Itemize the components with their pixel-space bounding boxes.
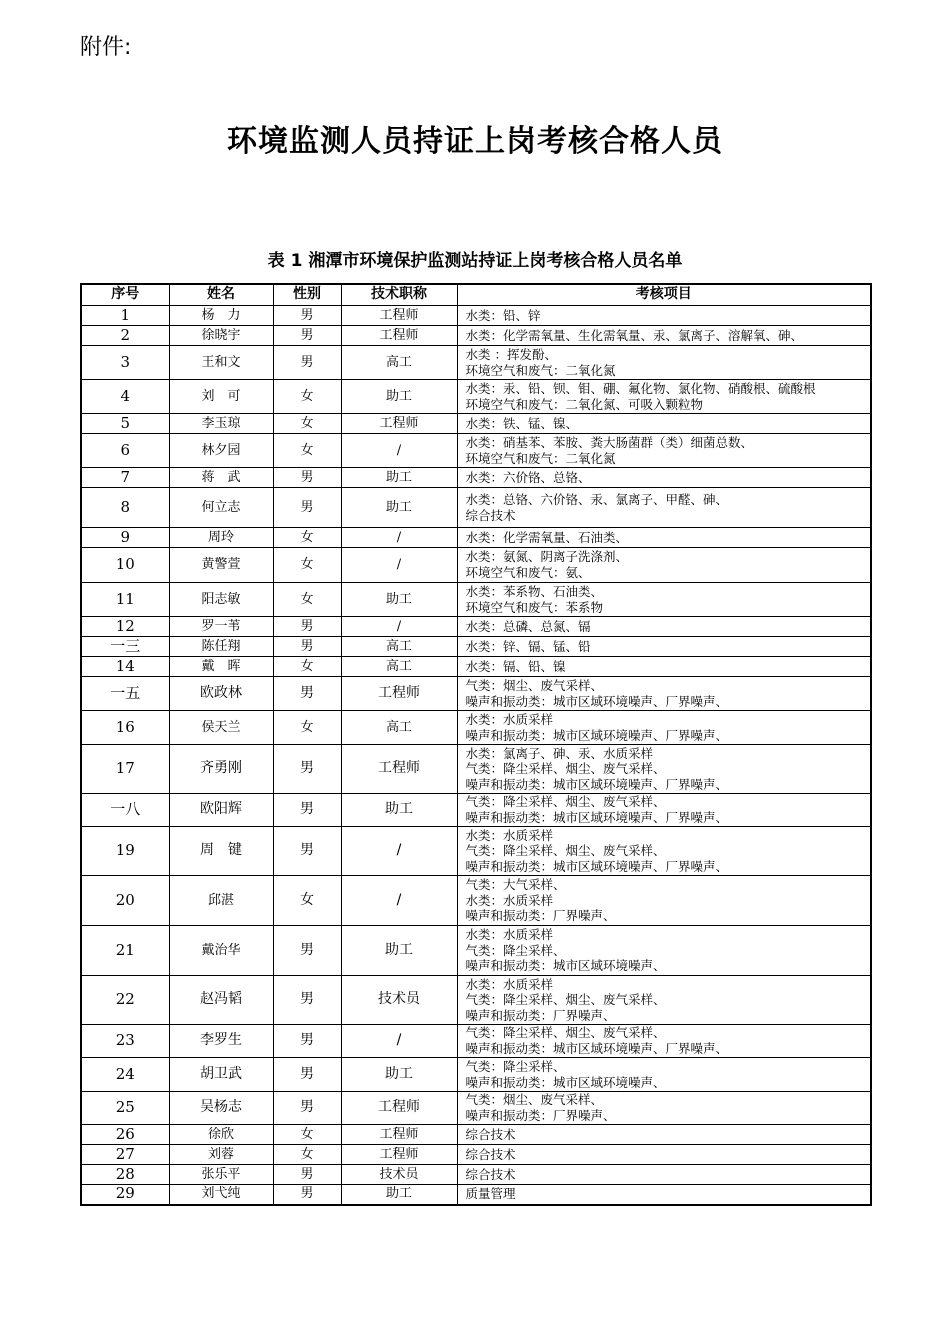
cell-tech-title: 工程师	[341, 326, 457, 346]
cell-serial: 6	[81, 434, 169, 468]
cell-serial: 22	[81, 976, 169, 1025]
cell-name: 李玉琼	[169, 414, 273, 434]
assessment-item-line: 噪声和振动类：厂界噪声、	[465, 1007, 616, 1023]
cell-tech-title: 工程师	[341, 1092, 457, 1125]
cell-gender: 男	[273, 976, 341, 1025]
cell-serial: 1	[81, 306, 169, 326]
cell-serial: 17	[81, 745, 169, 794]
cell-name: 杨 力	[169, 306, 273, 326]
cell-gender: 女	[273, 434, 341, 468]
cell-name: 刘 可	[169, 380, 273, 414]
assessment-item-line: 气类：降尘采样、烟尘、废气采样、	[465, 843, 666, 859]
cell-assessment-items	[457, 414, 871, 434]
cell-tech-title: 助工	[341, 380, 457, 414]
table-header-row	[81, 284, 871, 306]
cell-gender: 男	[273, 1185, 341, 1205]
cell-name: 周玲	[169, 528, 273, 548]
assessment-item-line: 噪声和振动类：城市区域环境噪声、厂界噪声、	[465, 776, 729, 792]
table-row	[81, 926, 871, 976]
table-row	[81, 876, 871, 926]
cell-gender: 女	[273, 876, 341, 926]
cell-tech-title: 工程师	[341, 677, 457, 711]
assessment-item-line: 综合技术	[465, 1166, 516, 1182]
cell-name: 戴治华	[169, 926, 273, 976]
cell-serial: 4	[81, 380, 169, 414]
assessment-item-line: 噪声和振动类：厂界噪声、	[465, 908, 616, 924]
cell-tech-title: 高工	[341, 657, 457, 677]
assessment-item-line: 水类：总铬、六价铬、汞、氯离子、甲醛、砷、	[465, 491, 729, 507]
cell-assessment-items	[457, 1185, 871, 1205]
table-row	[81, 794, 871, 827]
cell-serial: 10	[81, 548, 169, 583]
header-title: 技术职称	[341, 284, 457, 306]
table-row	[81, 637, 871, 657]
assessment-item-line: 水类：水质采样	[465, 711, 554, 727]
cell-serial: 27	[81, 1145, 169, 1165]
cell-name: 黄警萱	[169, 548, 273, 583]
assessment-item-line: 气类：降尘采样、烟尘、废气采样、	[465, 794, 666, 810]
cell-gender: 男	[273, 1025, 341, 1058]
header-gender: 性别	[273, 284, 341, 306]
cell-assessment-items	[457, 1025, 871, 1058]
cell-gender: 男	[273, 306, 341, 326]
cell-serial: 24	[81, 1058, 169, 1092]
assessment-item-line: 气类：烟尘、废气采样、	[465, 1092, 604, 1108]
header-name: 姓名	[169, 284, 273, 306]
cell-serial: 23	[81, 1025, 169, 1058]
cell-tech-title: 助工	[341, 1058, 457, 1092]
assessment-item-line: 噪声和振动类：城市区域环境噪声、	[465, 1074, 666, 1090]
cell-tech-title: 助工	[341, 583, 457, 617]
assessment-item-line: 水类：总磷、总氮、镉	[465, 618, 591, 634]
cell-tech-title: /	[341, 876, 457, 926]
assessment-item-line: 水类：苯系物、石油类、	[465, 583, 604, 599]
cell-name: 蒋 武	[169, 468, 273, 488]
cell-assessment-items	[457, 976, 871, 1025]
cell-name: 王和文	[169, 346, 273, 380]
assessment-item-line: 水类：化学需氧量、石油类、	[465, 529, 629, 545]
cell-tech-title: /	[341, 827, 457, 876]
table-row	[81, 827, 871, 876]
assessment-item-line: 综合技术	[465, 1146, 516, 1162]
cell-assessment-items	[457, 380, 871, 414]
cell-assessment-items	[457, 657, 871, 677]
cell-gender: 女	[273, 380, 341, 414]
cell-tech-title: 工程师	[341, 745, 457, 794]
assessment-item-line: 环境空气和废气：氨、	[465, 565, 591, 580]
cell-serial: 16	[81, 711, 169, 745]
cell-assessment-items	[457, 745, 871, 794]
cell-assessment-items	[457, 326, 871, 346]
assessment-item-line: 环境空气和废气：二氧化氮、可吸入颗粒物	[465, 396, 704, 412]
assessment-item-line: 水类：铅、锌	[465, 307, 541, 323]
cell-gender: 男	[273, 1092, 341, 1125]
cell-gender: 男	[273, 637, 341, 657]
cell-gender: 女	[273, 548, 341, 583]
cell-assessment-items	[457, 637, 871, 657]
table-row	[81, 528, 871, 548]
cell-tech-title: 助工	[341, 488, 457, 528]
table-body	[81, 306, 871, 1205]
cell-tech-title: /	[341, 434, 457, 468]
cell-assessment-items	[457, 1125, 871, 1145]
cell-name: 陈任翔	[169, 637, 273, 657]
table-row	[81, 488, 871, 528]
assessment-item-line: 质量管理	[465, 1186, 516, 1202]
cell-gender: 男	[273, 617, 341, 637]
assessment-item-line: 噪声和振动类：城市区域环境噪声、厂界噪声、	[465, 858, 729, 874]
cell-serial: 3	[81, 346, 169, 380]
cell-gender: 男	[273, 677, 341, 711]
table-row	[81, 380, 871, 414]
assessment-item-line: 气类：降尘采样、	[465, 942, 566, 958]
table-row	[81, 434, 871, 468]
table-row	[81, 657, 871, 677]
cell-tech-title: 助工	[341, 468, 457, 488]
cell-name: 胡卫武	[169, 1058, 273, 1092]
cell-name: 齐勇刚	[169, 745, 273, 794]
cell-name: 张乐平	[169, 1165, 273, 1185]
cell-assessment-items	[457, 926, 871, 976]
cell-assessment-items	[457, 1092, 871, 1125]
assessment-item-line: 水类：汞、铅、钡、钼、硼、氟化物、氯化物、硝酸根、硫酸根	[465, 380, 816, 396]
cell-assessment-items	[457, 876, 871, 926]
cell-gender: 女	[273, 414, 341, 434]
cell-tech-title: 高工	[341, 711, 457, 745]
cell-serial: 5	[81, 414, 169, 434]
cell-name: 邱湛	[169, 876, 273, 926]
cell-serial: 9	[81, 528, 169, 548]
assessment-item-line: 水类：锌、镉、锰、铅	[465, 638, 591, 654]
cell-tech-title: 高工	[341, 346, 457, 380]
cell-tech-title: 助工	[341, 794, 457, 827]
table-row	[81, 1125, 871, 1145]
assessment-item-line: 水类：氨氮、阴离子洗涤剂、	[465, 549, 629, 565]
cell-assessment-items	[457, 677, 871, 711]
cell-name: 何立志	[169, 488, 273, 528]
table-row	[81, 745, 871, 794]
cell-assessment-items	[457, 794, 871, 827]
cell-name: 赵冯韬	[169, 976, 273, 1025]
cell-assessment-items	[457, 827, 871, 876]
cell-tech-title: /	[341, 1025, 457, 1058]
cell-name: 李罗生	[169, 1025, 273, 1058]
table-row	[81, 1058, 871, 1092]
cell-name: 刘蓉	[169, 1145, 273, 1165]
cell-serial: 20	[81, 876, 169, 926]
cell-gender: 女	[273, 528, 341, 548]
cell-name: 戴 晖	[169, 657, 273, 677]
cell-tech-title: 技术员	[341, 1165, 457, 1185]
cell-serial: 14	[81, 657, 169, 677]
cell-assessment-items	[457, 488, 871, 528]
cell-assessment-items	[457, 346, 871, 380]
cell-assessment-items	[457, 1145, 871, 1165]
cell-tech-title: 技术员	[341, 976, 457, 1025]
cell-name: 周 键	[169, 827, 273, 876]
cell-gender: 男	[273, 794, 341, 827]
cell-tech-title: 工程师	[341, 414, 457, 434]
cell-assessment-items	[457, 468, 871, 488]
cell-assessment-items	[457, 1058, 871, 1092]
cell-serial: 28	[81, 1165, 169, 1185]
table-row	[81, 306, 871, 326]
cell-gender: 男	[273, 745, 341, 794]
cell-name: 徐晓宇	[169, 326, 273, 346]
cell-name: 阳志敏	[169, 583, 273, 617]
assessment-item-line: 噪声和振动类：厂界噪声、	[465, 1108, 616, 1123]
table-row	[81, 583, 871, 617]
cell-tech-title: /	[341, 617, 457, 637]
table-row	[81, 1145, 871, 1165]
cell-gender: 男	[273, 1058, 341, 1092]
table-row	[81, 976, 871, 1025]
table-row	[81, 1185, 871, 1205]
assessment-item-line: 环境空气和废气：苯系物	[465, 599, 604, 615]
page-title: 环境监测人员持证上岗考核合格人员	[227, 124, 723, 159]
cell-tech-title: 助工	[341, 1185, 457, 1205]
cell-serial: 19	[81, 827, 169, 876]
table-row	[81, 617, 871, 637]
cell-name: 侯天兰	[169, 711, 273, 745]
cell-gender: 男	[273, 488, 341, 528]
table-row	[81, 1025, 871, 1058]
assessment-item-line: 气类：大气采样、	[465, 877, 566, 893]
cell-gender: 女	[273, 711, 341, 745]
cell-tech-title: 助工	[341, 926, 457, 976]
cell-name: 刘弋纯	[169, 1185, 273, 1205]
table-row	[81, 468, 871, 488]
cell-name: 欧政林	[169, 677, 273, 711]
assessment-item-line: 水类：水质采样	[465, 827, 554, 843]
cell-serial: 一五	[81, 677, 169, 711]
cell-serial: 25	[81, 1092, 169, 1125]
cell-name: 罗一苇	[169, 617, 273, 637]
header-items: 考核项目	[457, 284, 871, 306]
cell-assessment-items	[457, 528, 871, 548]
cell-gender: 女	[273, 1145, 341, 1165]
assessment-item-line: 噪声和振动类：城市区域环境噪声、厂界噪声、	[465, 1041, 729, 1056]
table-row	[81, 1165, 871, 1185]
assessment-item-line: 水类：氯离子、砷、汞、水质采样	[465, 745, 654, 761]
table-row	[81, 677, 871, 711]
cell-serial: 11	[81, 583, 169, 617]
cell-tech-title: 高工	[341, 637, 457, 657]
cell-serial: 12	[81, 617, 169, 637]
cell-tech-title: 工程师	[341, 306, 457, 326]
header-serial: 序号	[81, 284, 169, 306]
assessment-item-line: 环境空气和废气：二氧化氮	[465, 450, 616, 466]
table-row	[81, 326, 871, 346]
cell-assessment-items	[457, 583, 871, 617]
table-row	[81, 1092, 871, 1125]
cell-gender: 男	[273, 1165, 341, 1185]
cell-tech-title: /	[341, 528, 457, 548]
assessment-item-line: 综合技术	[465, 1126, 516, 1142]
assessment-item-line: 水类：铁、锰、镍、	[465, 415, 579, 431]
assessment-item-line: 水类：镉、铅、镍	[465, 658, 566, 674]
cell-name: 徐欣	[169, 1125, 273, 1145]
cell-gender: 男	[273, 827, 341, 876]
cell-assessment-items	[457, 306, 871, 326]
cell-assessment-items	[457, 617, 871, 637]
cell-gender: 男	[273, 468, 341, 488]
cell-serial: 26	[81, 1125, 169, 1145]
assessment-item-line: 水类：水质采样	[465, 927, 554, 943]
assessment-item-line: 水类：水质采样	[465, 892, 554, 908]
assessment-item-line: 气类：降尘采样、	[465, 1058, 566, 1074]
table-row	[81, 548, 871, 583]
assessment-item-line: 噪声和振动类：城市区域环境噪声、厂界噪声、	[465, 727, 729, 743]
table-caption: 表 1 湘潭市环境保护监测站持证上岗考核合格人员名单	[267, 251, 683, 271]
attachment-label: 附件:	[80, 35, 132, 60]
cell-serial: 21	[81, 926, 169, 976]
assessment-item-line: 水类：硝基苯、苯胺、粪大肠菌群（类）细菌总数、	[465, 434, 754, 450]
assessment-item-line: 水类：六价铬、总铬、	[465, 469, 591, 485]
assessment-item-line: 噪声和振动类：城市区域环境噪声、厂界噪声、	[465, 693, 729, 709]
assessment-item-line: 气类：烟尘、废气采样、	[465, 677, 604, 693]
personnel-table	[80, 283, 872, 1206]
assessment-item-line: 噪声和振动类：城市区域环境噪声、	[465, 958, 666, 974]
cell-tech-title: 工程师	[341, 1125, 457, 1145]
cell-name: 欧阳辉	[169, 794, 273, 827]
cell-gender: 女	[273, 583, 341, 617]
cell-tech-title: /	[341, 548, 457, 583]
cell-serial: 29	[81, 1185, 169, 1205]
cell-gender: 男	[273, 926, 341, 976]
cell-gender: 女	[273, 1125, 341, 1145]
cell-serial: 一八	[81, 794, 169, 827]
table-row	[81, 414, 871, 434]
assessment-item-line: 气类：降尘采样、烟尘、废气采样、	[465, 761, 666, 777]
assessment-item-line: 气类：降尘采样、烟尘、废气采样、	[465, 1025, 666, 1041]
assessment-item-line: 水类：化学需氧量、生化需氧量、汞、氯离子、溶解氧、砷、	[465, 327, 804, 343]
cell-name: 林夕园	[169, 434, 273, 468]
cell-serial: 2	[81, 326, 169, 346]
cell-assessment-items	[457, 548, 871, 583]
cell-gender: 男	[273, 326, 341, 346]
cell-serial: 一三	[81, 637, 169, 657]
cell-gender: 男	[273, 346, 341, 380]
table-row	[81, 346, 871, 380]
cell-tech-title: 工程师	[341, 1145, 457, 1165]
assessment-item-line: 水类 ：挥发酚、	[465, 346, 557, 362]
cell-name: 吴杨志	[169, 1092, 273, 1125]
assessment-item-line: 气类：降尘采样、烟尘、废气采样、	[465, 992, 666, 1008]
cell-serial: 8	[81, 488, 169, 528]
assessment-item-line: 环境空气和废气：二氧化氮	[465, 362, 616, 378]
cell-assessment-items	[457, 1165, 871, 1185]
assessment-item-line: 综合技术	[465, 507, 516, 523]
assessment-item-line: 噪声和振动类：城市区域环境噪声、厂界噪声、	[465, 810, 729, 825]
cell-gender: 女	[273, 657, 341, 677]
table-row	[81, 711, 871, 745]
cell-assessment-items	[457, 711, 871, 745]
assessment-item-line: 水类：水质采样	[465, 976, 554, 992]
cell-serial: 7	[81, 468, 169, 488]
cell-assessment-items	[457, 434, 871, 468]
